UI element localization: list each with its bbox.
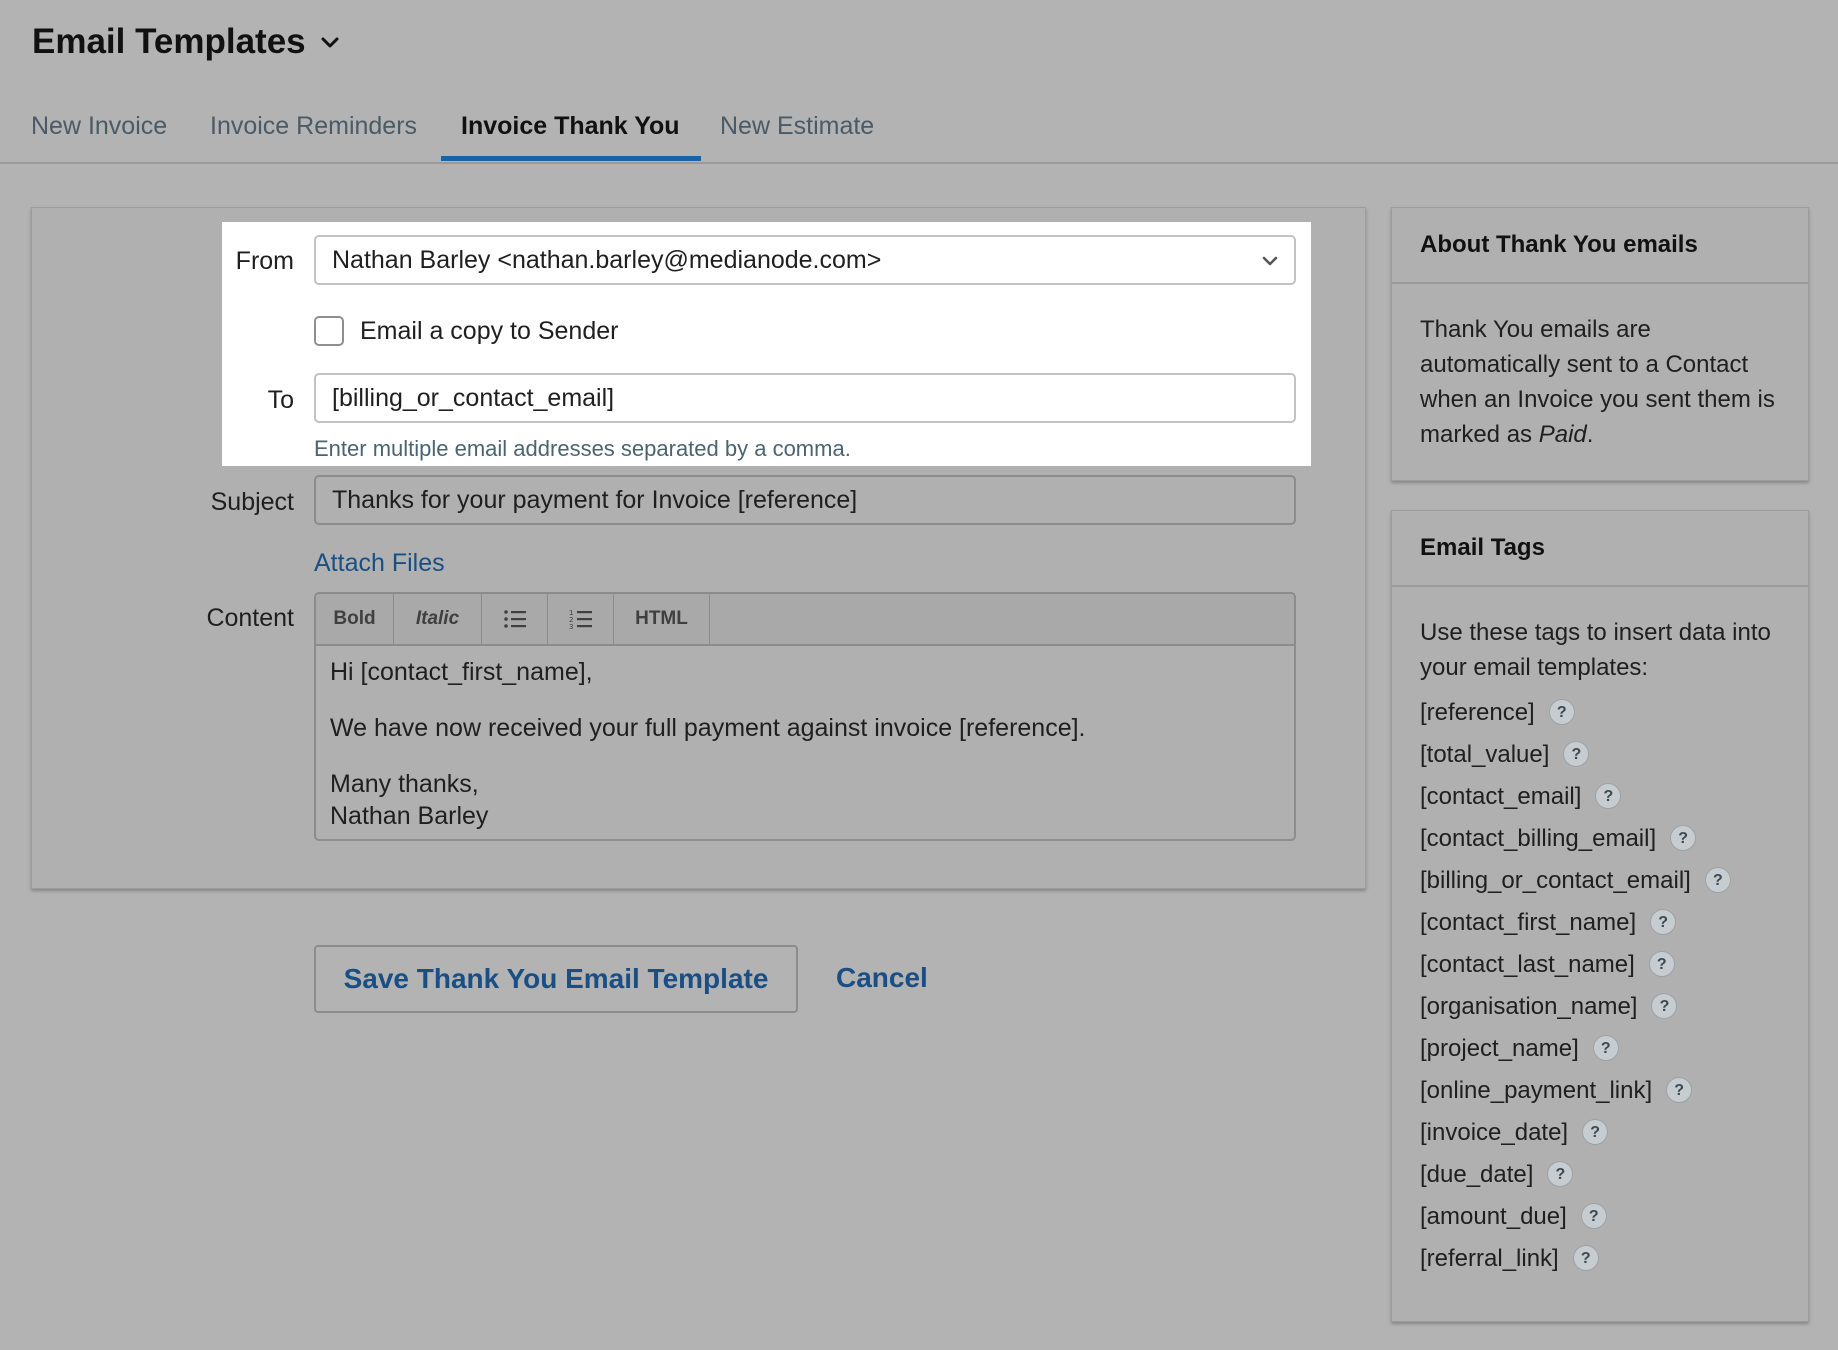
tag-item: [1420, 859, 1780, 901]
to-hint: Enter multiple email addresses separated by a comma.: [314, 436, 851, 461]
italic-button-label: Italic: [415, 608, 460, 629]
tag-name[interactable]: [referral_link]: [1420, 1244, 1559, 1272]
email-tags-title: Email Tags: [1392, 511, 1808, 587]
cancel-button[interactable]: Cancel: [836, 962, 928, 993]
to-value: [billing_or_contact_email]: [332, 383, 615, 412]
tag-name[interactable]: [billing_or_contact_email]: [1420, 866, 1691, 894]
tag-name[interactable]: [contact_billing_email]: [1420, 824, 1657, 852]
tag-item: [1420, 943, 1780, 985]
tab-invoice-thank-you[interactable]: Invoice Thank You: [461, 112, 680, 140]
subject-value: Thanks for your payment for Invoice [reference]: [332, 485, 858, 514]
copy-to-sender-label[interactable]: Email a copy to Sender: [360, 317, 619, 345]
numbered-list-button[interactable]: [548, 594, 614, 644]
help-icon[interactable]: ?: [1549, 699, 1575, 725]
email-tags-body: [1392, 587, 1808, 1279]
content-line: Nathan Barley: [330, 802, 489, 830]
tag-item: [1420, 1195, 1780, 1237]
tag-name[interactable]: [amount_due]: [1420, 1202, 1567, 1230]
tag-item: [1420, 733, 1780, 775]
chevron-down-icon[interactable]: [318, 30, 342, 54]
content-editor[interactable]: [314, 592, 1296, 841]
tag-name[interactable]: [organisation_name]: [1420, 992, 1638, 1020]
content-label: Content: [206, 604, 294, 632]
from-select[interactable]: [314, 235, 1296, 285]
tag-list: [1420, 691, 1780, 1279]
tag-name[interactable]: [project_name]: [1420, 1034, 1579, 1062]
svg-text:2: 2: [568, 616, 573, 624]
template-tabs: [0, 100, 1838, 164]
tag-item: [1420, 1237, 1780, 1279]
help-icon[interactable]: ?: [1563, 741, 1589, 767]
tag-item: [1420, 985, 1780, 1027]
copy-to-sender-checkbox[interactable]: [314, 316, 344, 346]
email-tags-intro: Use these tags to insert data into your email templates:: [1420, 619, 1771, 681]
about-card-title: About Thank You emails: [1392, 208, 1808, 284]
help-icon[interactable]: ?: [1670, 825, 1696, 851]
subject-input[interactable]: [314, 475, 1296, 525]
help-icon[interactable]: ?: [1595, 783, 1621, 809]
help-icon[interactable]: ?: [1582, 1119, 1608, 1145]
tag-name[interactable]: [online_payment_link]: [1420, 1076, 1653, 1104]
editor-toolbar: [316, 594, 1294, 646]
help-icon[interactable]: ?: [1705, 867, 1731, 893]
tag-item: [1420, 691, 1780, 733]
content-line: Hi [contact_first_name],: [330, 658, 593, 686]
from-value: Nathan Barley <nathan.barley@medianode.com>: [332, 245, 882, 274]
tag-item: [1420, 775, 1780, 817]
numbered-list-icon: [569, 608, 593, 630]
content-line: Many thanks,: [330, 770, 479, 798]
tag-name[interactable]: [contact_email]: [1420, 782, 1582, 810]
attach-files-link[interactable]: Attach Files: [314, 549, 445, 577]
about-text: Thank You emails are automatically sent to a Contact when an Invoice you sent them is marked as: [1420, 316, 1775, 448]
editor-body[interactable]: [330, 656, 1280, 832]
tag-name[interactable]: [total_value]: [1420, 740, 1550, 768]
bullet-list-icon: [503, 608, 527, 630]
page-title[interactable]: Email Templates: [32, 22, 306, 61]
help-icon[interactable]: ?: [1581, 1203, 1607, 1229]
tag-name[interactable]: [due_date]: [1420, 1160, 1534, 1188]
about-text-end: .: [1586, 421, 1594, 448]
tag-item: [1420, 1027, 1780, 1069]
active-tab-indicator: [441, 156, 701, 161]
tag-item: [1420, 1153, 1780, 1195]
help-icon[interactable]: ?: [1593, 1035, 1619, 1061]
from-label: From: [235, 247, 294, 275]
tab-new-invoice[interactable]: New Invoice: [31, 112, 168, 140]
tag-item: [1420, 817, 1780, 859]
html-button-label: HTML: [635, 608, 688, 629]
about-card: [1391, 207, 1809, 481]
svg-text:3: 3: [568, 623, 573, 630]
about-card-text: [1392, 284, 1808, 452]
help-icon[interactable]: ?: [1547, 1161, 1573, 1187]
tag-name[interactable]: [contact_first_name]: [1420, 908, 1637, 936]
tag-item: [1420, 1069, 1780, 1111]
tag-name[interactable]: [reference]: [1420, 698, 1535, 726]
help-icon[interactable]: ?: [1573, 1245, 1599, 1271]
about-text-emphasis: Paid: [1538, 421, 1587, 448]
bold-button-label: Bold: [333, 608, 376, 629]
bold-button[interactable]: [316, 594, 394, 644]
help-icon[interactable]: ?: [1666, 1077, 1692, 1103]
save-template-button[interactable]: Save Thank You Email Template: [314, 945, 798, 1013]
tab-invoice-reminders[interactable]: Invoice Reminders: [210, 112, 418, 140]
italic-button[interactable]: [394, 594, 482, 644]
bullet-list-button[interactable]: [482, 594, 548, 644]
tag-item: [1420, 1111, 1780, 1153]
to-input[interactable]: [314, 373, 1296, 423]
to-label: To: [267, 386, 294, 414]
help-icon[interactable]: ?: [1649, 951, 1675, 977]
tab-new-estimate[interactable]: New Estimate: [720, 112, 875, 140]
html-button[interactable]: [614, 594, 710, 644]
help-icon[interactable]: ?: [1650, 909, 1676, 935]
page-header: [32, 22, 342, 62]
svg-text:1: 1: [568, 609, 573, 617]
chevron-down-icon: [1260, 251, 1280, 271]
email-tags-card: [1391, 510, 1809, 1322]
content-line: We have now received your full payment against invoice [reference].: [330, 714, 1086, 742]
help-icon[interactable]: ?: [1651, 993, 1677, 1019]
tag-name[interactable]: [contact_last_name]: [1420, 950, 1635, 978]
subject-label: Subject: [210, 488, 294, 516]
tag-item: [1420, 901, 1780, 943]
tag-name[interactable]: [invoice_date]: [1420, 1118, 1569, 1146]
